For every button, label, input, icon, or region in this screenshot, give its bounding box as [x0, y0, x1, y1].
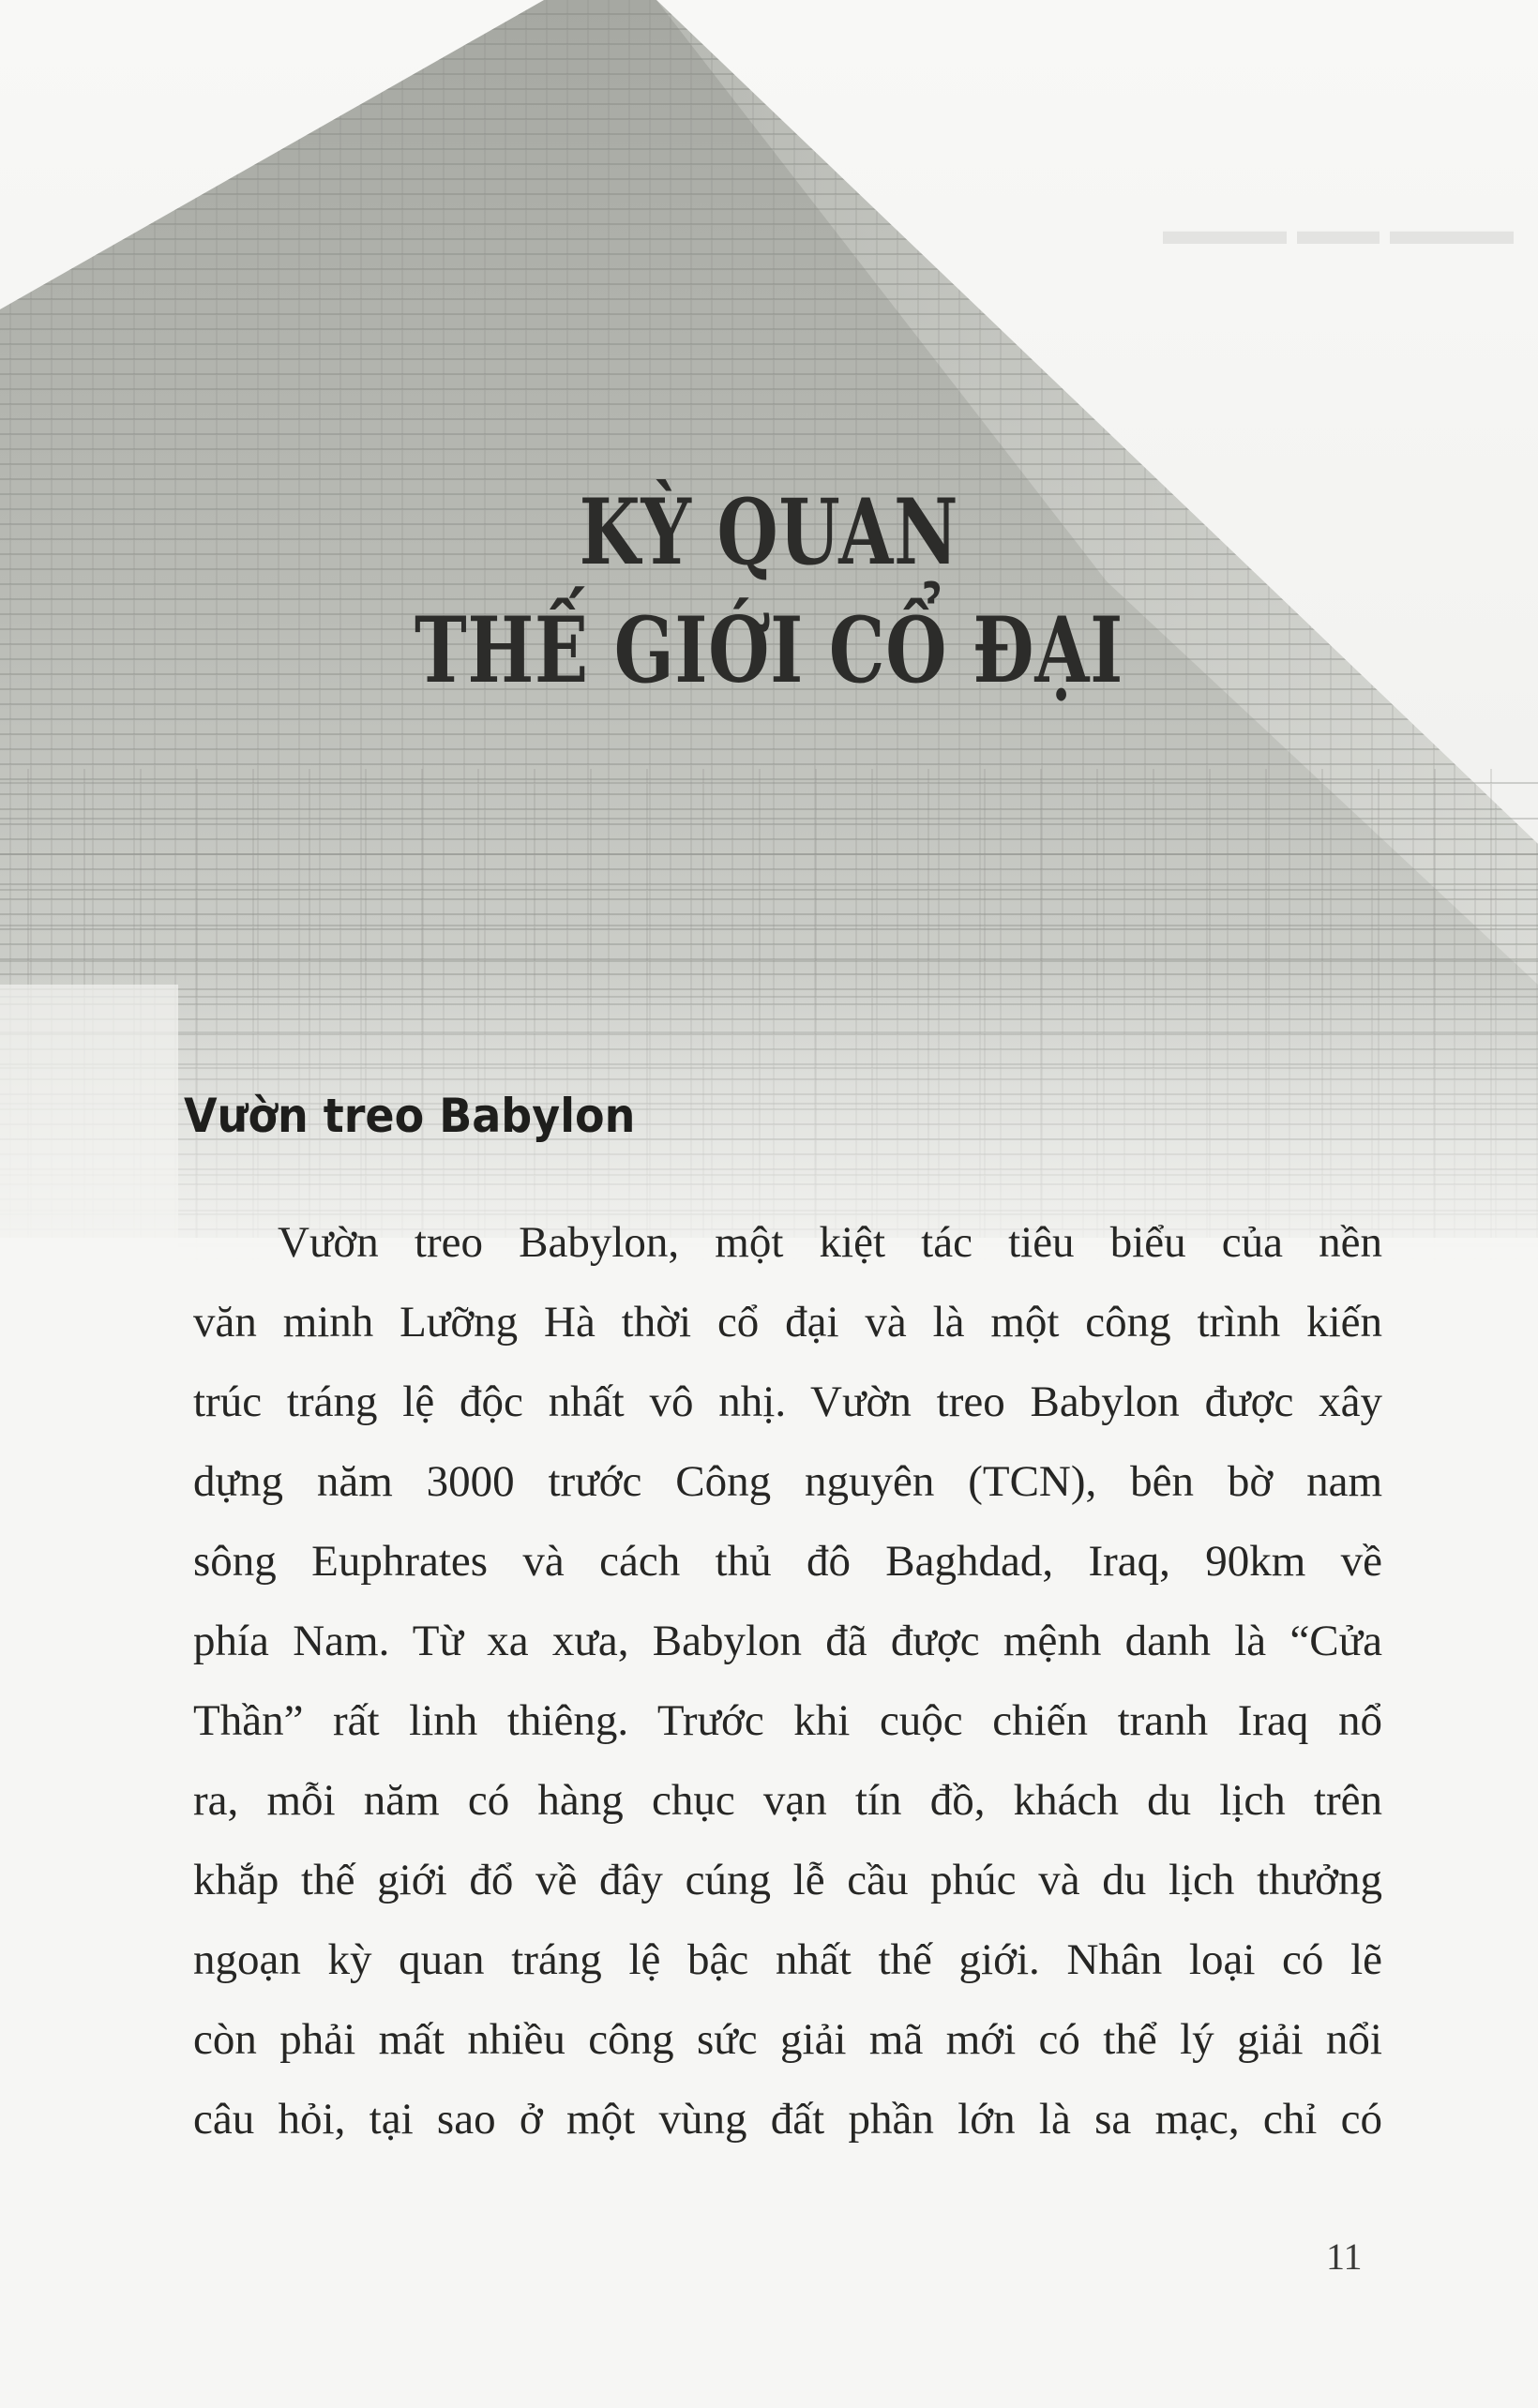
chapter-title	[169, 474, 1368, 710]
body-line: văn minh Lưỡng Hà thời cổ đại và là một công trình kiến	[193, 1298, 1382, 1347]
body-line: câu hỏi, tại sao ở một vùng đất phần lớn là sa mạc, chỉ có	[193, 2095, 1382, 2144]
body-line: dựng năm 3000 trước Công nguyên (TCN), bên bờ nam	[193, 1457, 1382, 1506]
body-line: Thần” rất linh thiêng. Trước khi cuộc chiến tranh Iraq nổ	[193, 1696, 1382, 1745]
bleed-through-decoration: ▬▬▬ ▬▬ ▬▬▬	[1163, 207, 1514, 253]
body-paragraph	[193, 1203, 1382, 2160]
chapter-title-line-2: THẾ GIỚI CỔ ĐẠI	[414, 597, 1124, 703]
body-line: phía Nam. Từ xa xưa, Babylon đã được mệnh danh là “Cửa	[193, 1617, 1382, 1665]
body-line: ra, mỗi năm có hàng chục vạn tín đồ, khách du lịch trên	[193, 1776, 1382, 1825]
body-line: Vườn treo Babylon, một kiệt tác tiêu biểu của nền	[278, 1218, 1382, 1267]
body-line: trúc tráng lệ độc nhất vô nhị. Vườn treo Babylon được xây	[193, 1377, 1382, 1426]
body-line: ngoạn kỳ quan tráng lệ bậc nhất thế giới. Nhân loại có lẽ	[193, 1935, 1382, 1984]
body-line: còn phải mất nhiều công sức giải mã mới có thể lý giải nổi	[193, 2015, 1382, 2064]
body-line: sông Euphrates và cách thủ đô Baghdad, Iraq, 90km về	[193, 1537, 1382, 1586]
section-heading: Vườn treo Babylon	[184, 1089, 636, 1143]
chapter-title-line-1: KỲ QUAN	[579, 479, 959, 585]
body-line: khắp thế giới đổ về đây cúng lễ cầu phúc và du lịch thưởng	[193, 1856, 1382, 1904]
page-number: 11	[1326, 2235, 1363, 2278]
